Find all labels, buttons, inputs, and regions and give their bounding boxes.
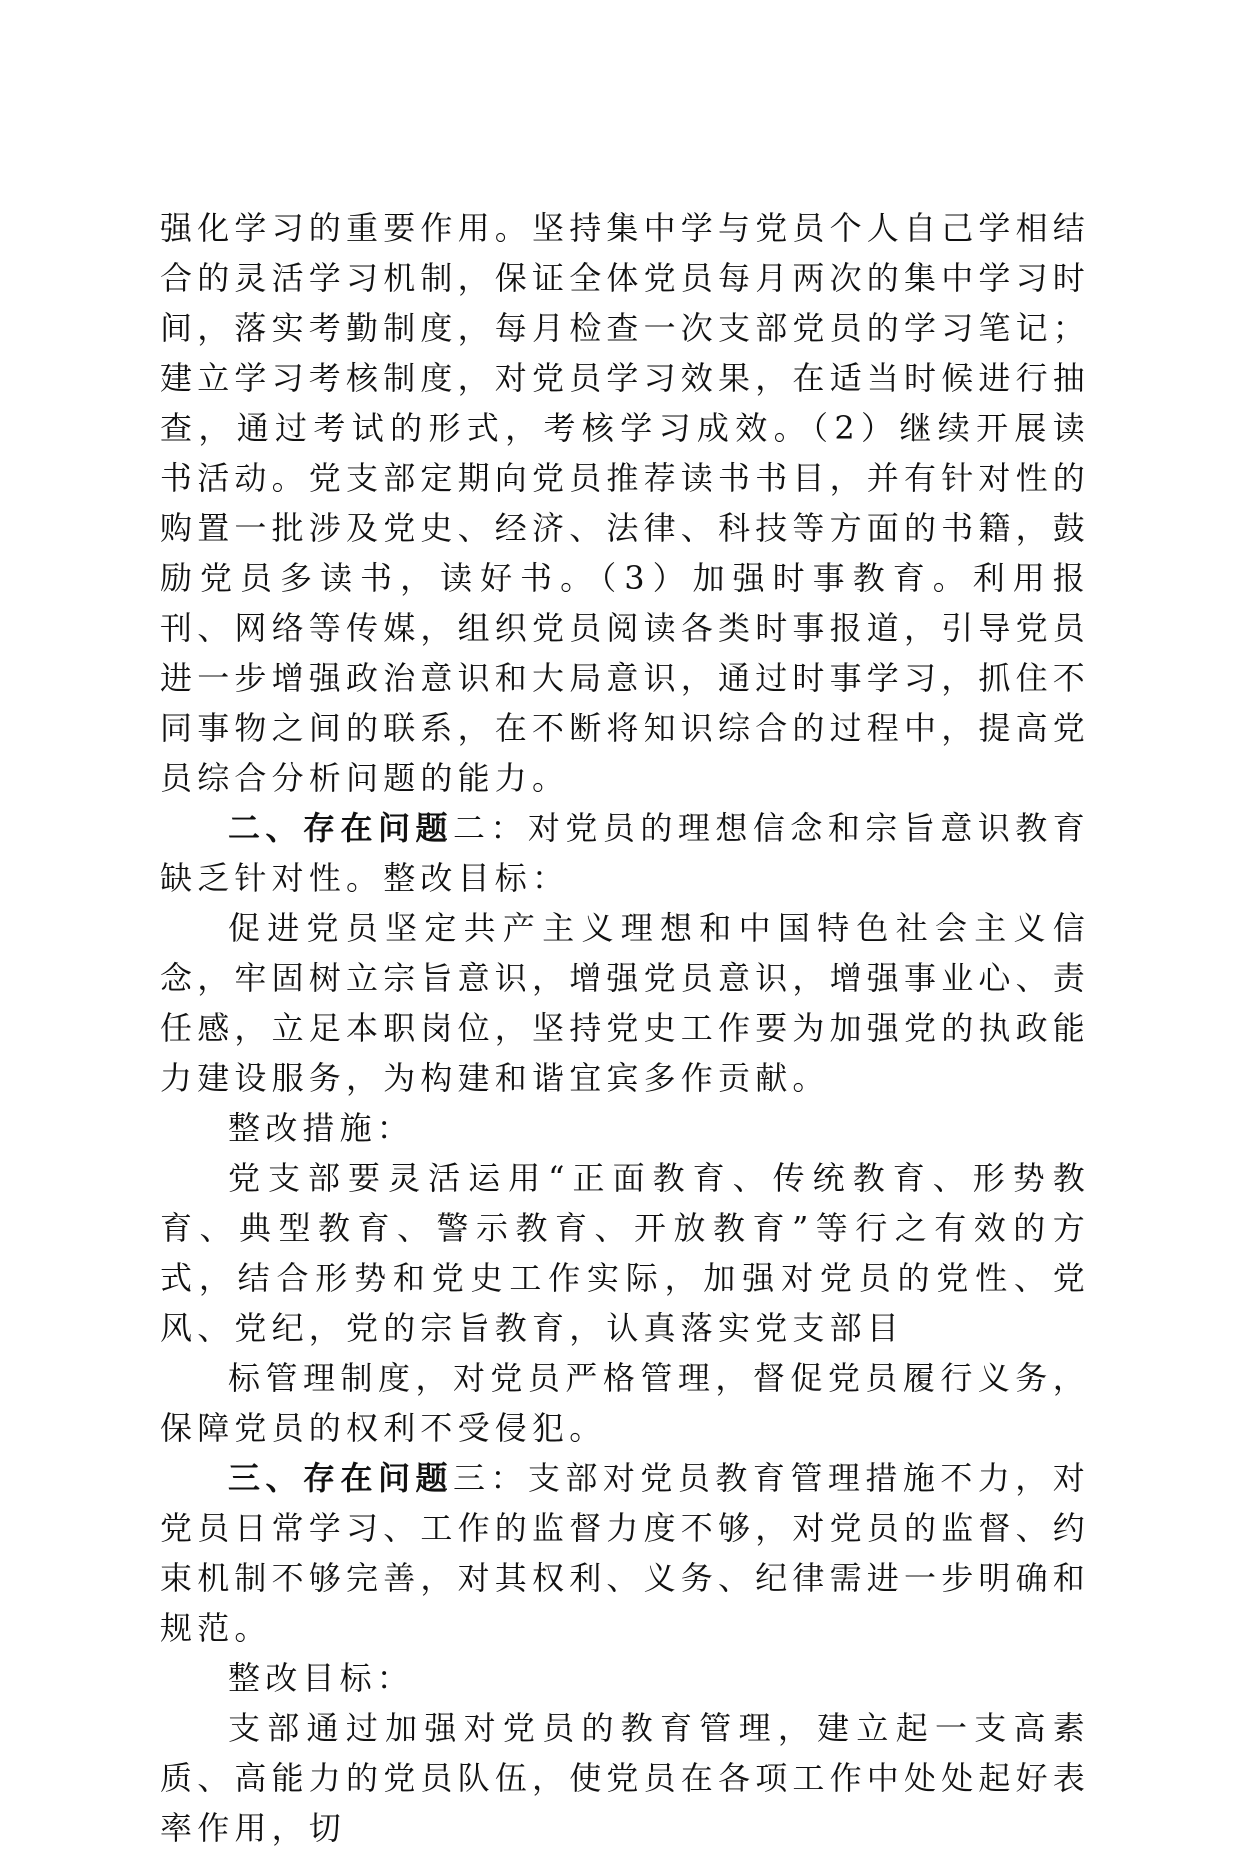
paragraph-rectification-goal-two: 促进党员坚定共产主义理想和中国特色社会主义信念，牢固树立宗旨意识，增强党员意识，增强事业心、责任感，立足本职岗位，坚持党史工作要为加强党的执政能力建设服务，为构建和谐宜宾多作贡献。 bbox=[160, 909, 1091, 1097]
paragraph-rectification-goal-three: 支部通过加强对党员的教育管理，建立起一支高素质、高能力的党员队伍，使党员在各项工作中处处起好表率作用，切 bbox=[160, 1709, 1091, 1847]
paragraph-rectification-goal-label: 整改目标： bbox=[228, 1659, 415, 1697]
section-heading-problem-three: 三、存在问题 bbox=[228, 1459, 453, 1497]
paragraph-rectification-measures-label: 整改措施： bbox=[228, 1109, 415, 1147]
problem-three-text: 三：支部对党员教育管理措施不力，对党员日常学习、工作的监督力度不够，对党员的监督、约束机制不够完善，对其权利、义务、纪律需进一步明确和规范。 bbox=[160, 1459, 1091, 1647]
section-heading-problem-two: 二、存在问题 bbox=[228, 809, 453, 847]
problem-two-text: 二：对党员的理想信念和宗旨意识教育缺乏针对性。整改目标： bbox=[160, 809, 1091, 897]
paragraph-rectification-measures: 党支部要灵活运用“正面教育、传统教育、形势教育、典型教育、警示教育、开放教育”等行之有效的方式，结合形势和党史工作实际，加强对党员的党性、党风、党纪，党的宗旨教育，认真落实党支部目 bbox=[160, 1159, 1090, 1347]
paragraph-problem-three bbox=[160, 1453, 1090, 1653]
document-page bbox=[160, 203, 1090, 1853]
paragraph-problem-two bbox=[160, 803, 1090, 903]
paragraph-study-mechanism: 强化学习的重要作用。坚持集中学与党员个人自己学相结合的灵活学习机制，保证全体党员每月两次的集中学习时间，落实考勤制度，每月检查一次支部党员的学习笔记；建立学习考核制度，对党员学习效果，在适当时候进行抽查，通过考试的形式，考核学习成效。（2）继续开展读书活动。党支部定期向党员推荐读书书目，并有针对性的购置一批涉及党史、经济、法律、科技等方面的书籍，鼓励党员多读书，读好书。（3）加强时事教育。利用报刊、网络等传媒，组织党员阅读各类时事报道，引导党员进一步增强政治意识和大局意识，通过时事学习，抓住不同事物之间的联系，在不断将知识综合的过程中，提高党员综合分析问题的能力。 bbox=[160, 209, 1091, 797]
paragraph-management-system: 标管理制度，对党员严格管理，督促党员履行义务，保障党员的权利不受侵犯。 bbox=[160, 1359, 1090, 1447]
